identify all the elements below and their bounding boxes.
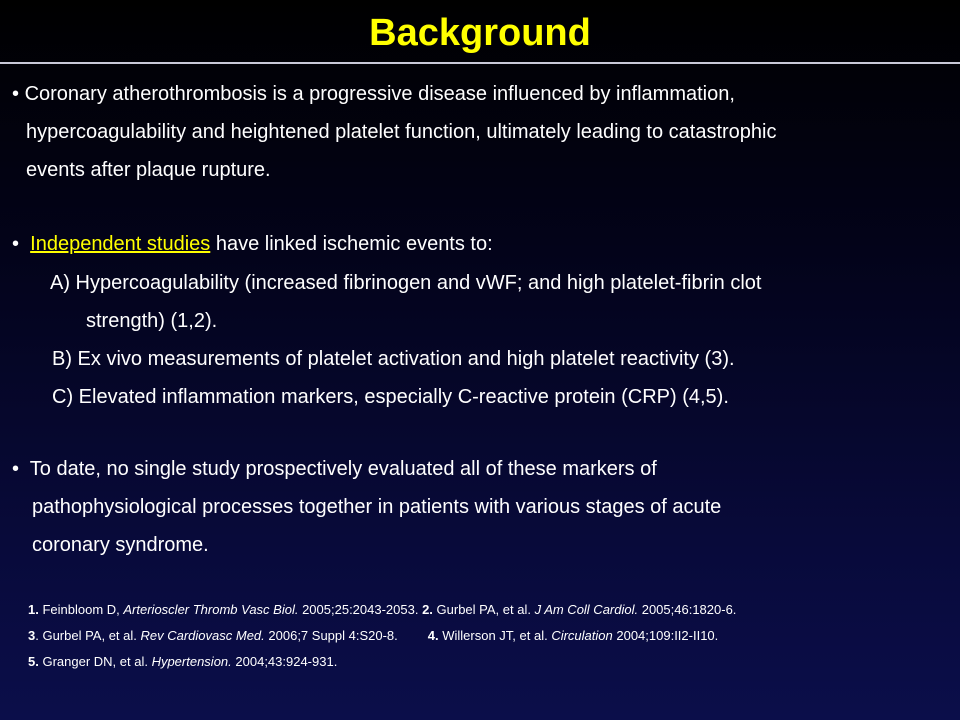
references bbox=[28, 597, 736, 675]
item-a-line2: strength) (1,2). bbox=[86, 310, 218, 332]
bullet1-line2: hypercoagulability and heightened platelet function, ultimately leading to catastrophic bbox=[26, 121, 777, 143]
bullet1-line3: events after plaque rupture. bbox=[26, 159, 271, 181]
bullet-dot: • bbox=[12, 83, 20, 105]
independent-studies-link[interactable]: Independent studies bbox=[30, 233, 211, 255]
item-a-line1: A) Hypercoagulability (increased fibrinogen and vWF; and high platelet-fibrin clot bbox=[50, 272, 762, 294]
reference-line-1: 1. Feinbloom D, Arterioscler Thromb Vasc Biol. 2005;25:2043-2053. 2. Gurbel PA, et al. J Am Coll Cardiol. 2005;46:1820-6. bbox=[28, 602, 737, 617]
bullet2-line1: • Independent studies have linked ischemic events to: bbox=[12, 233, 493, 255]
item-b: B) Ex vivo measurements of platelet activation and high platelet reactivity (3). bbox=[52, 348, 735, 370]
bullet-dot: • bbox=[12, 458, 20, 480]
reference-line-3: 5. Granger DN, et al. Hypertension. 2004;43:924-931. bbox=[28, 654, 338, 669]
title-divider bbox=[0, 62, 960, 64]
reference-line-2: 3. Gurbel PA, et al. Rev Cardiovasc Med. 2006;7 Suppl 4:S20-8. 4. Willerson JT, et al. Circulation 2004;109:II2-II10. bbox=[28, 628, 719, 643]
bullet-dot: • bbox=[12, 233, 20, 255]
bullet3-line2: pathophysiological processes together in patients with various stages of acute bbox=[32, 496, 722, 518]
bullet1-line1: • Coronary atherothrombosis is a progressive disease influenced by inflammation, bbox=[12, 83, 735, 105]
bullet3-line1: • To date, no single study prospectively evaluated all of these markers of bbox=[12, 458, 657, 480]
bullet3-line3: coronary syndrome. bbox=[32, 534, 209, 556]
item-c: C) Elevated inflammation markers, especially C-reactive protein (CRP) (4,5). bbox=[52, 386, 729, 408]
slide-title: Background bbox=[369, 12, 591, 54]
